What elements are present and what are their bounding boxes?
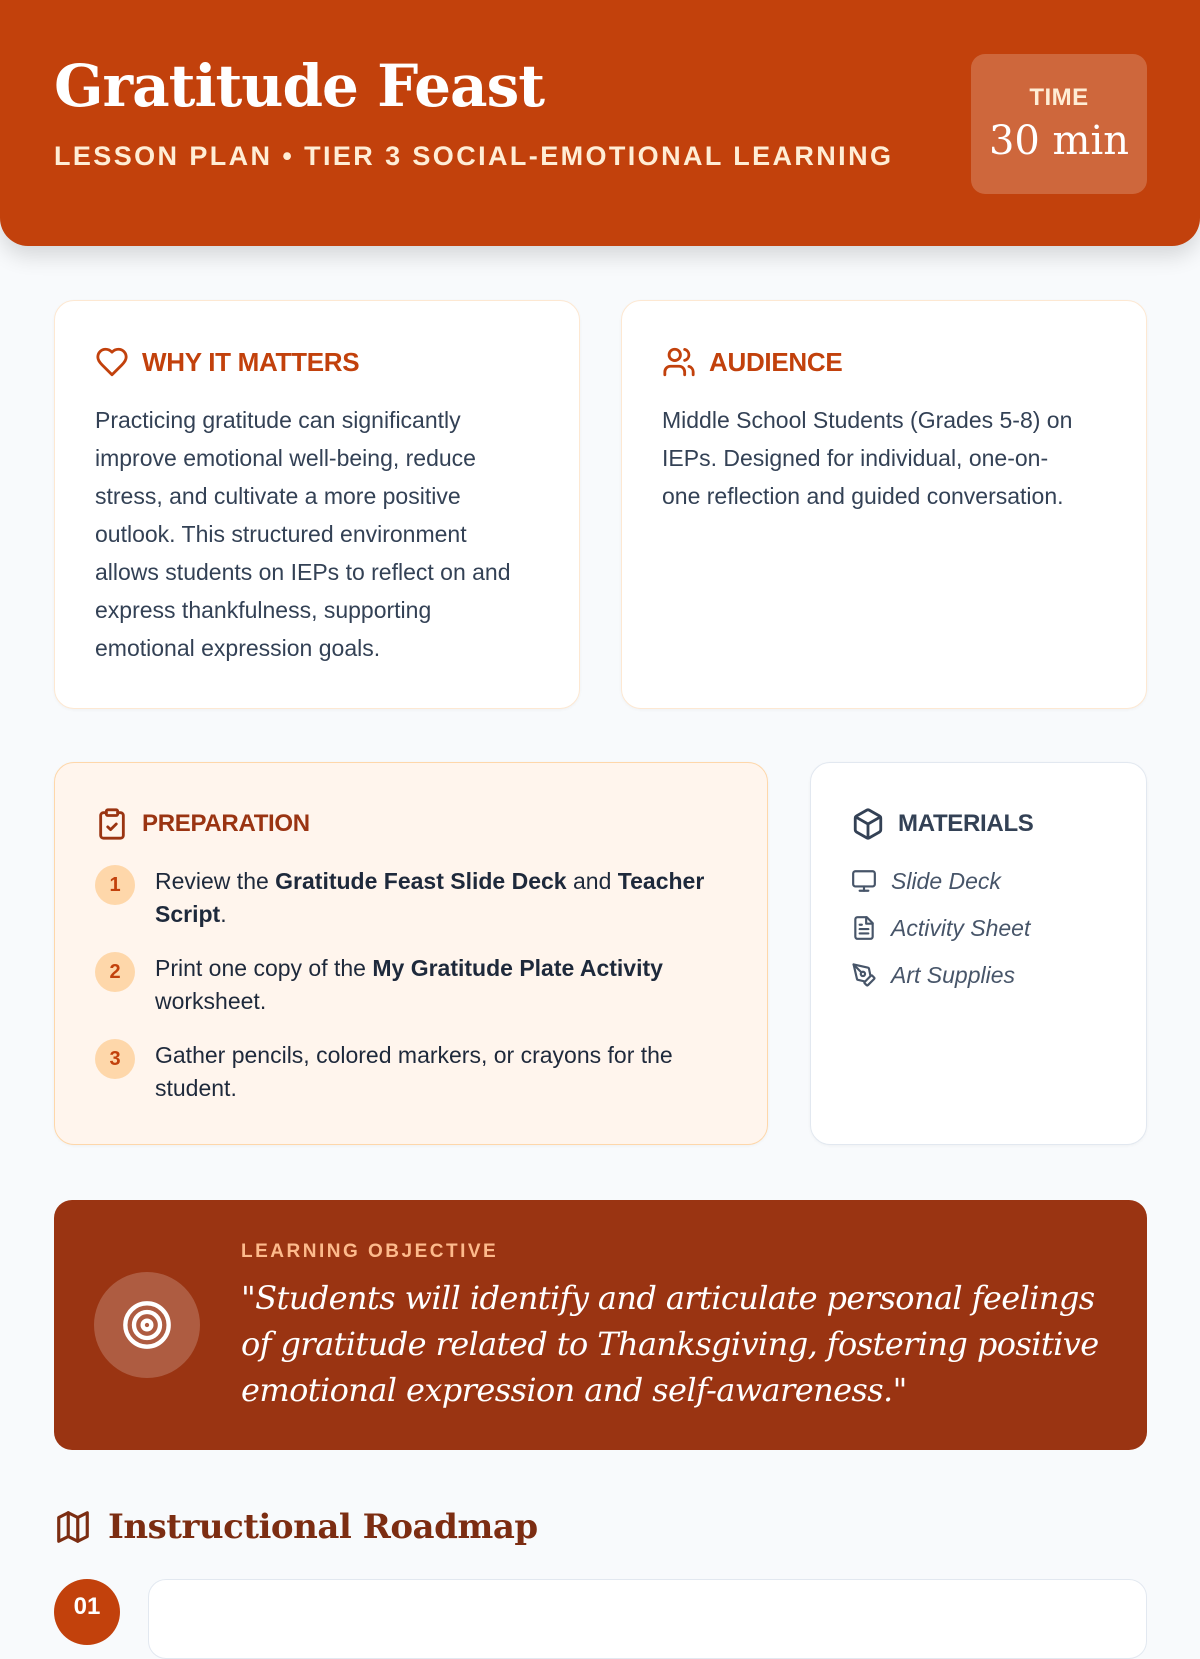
objective-quote: "Students will identify and articulate personal feelings of gratitude related to Thanksgiving, fostering positive emotional expression and self-awareness." (241, 1279, 1099, 1409)
page-title: Gratitude Feast (54, 52, 545, 120)
roadmap-step-number: 01 (54, 1579, 120, 1645)
audience-header (662, 345, 842, 379)
why-it-matters-header (95, 345, 359, 379)
roadmap-title: Instructional Roadmap (108, 1507, 538, 1547)
learning-objective-banner (54, 1200, 1147, 1450)
materials-card (810, 762, 1147, 1145)
why-it-matters-title: WHY IT MATTERS (142, 346, 360, 377)
lesson-header (0, 0, 1200, 246)
time-label: TIME (1029, 84, 1089, 111)
preparation-title: PREPARATION (142, 810, 310, 837)
materials-header (851, 807, 1034, 841)
heart-icon (95, 345, 129, 379)
step-number: 2 (95, 952, 135, 992)
document-icon (851, 915, 877, 941)
roadmap-header (54, 1505, 538, 1549)
step-number: 3 (95, 1039, 135, 1079)
prep-step (95, 1039, 715, 1105)
material-item (851, 960, 1015, 990)
preparation-card (54, 762, 768, 1145)
material-label: Activity Sheet (891, 914, 1031, 941)
monitor-icon (851, 868, 877, 894)
target-badge (94, 1272, 200, 1378)
roadmap-step-card (148, 1579, 1147, 1659)
time-value: 30 min (988, 118, 1130, 164)
step-number: 1 (95, 865, 135, 905)
material-item (851, 913, 1030, 943)
clipboard-check-icon (95, 807, 129, 841)
step-text: Gather pencils, colored markers, or crayons for the student. (155, 1042, 673, 1101)
step-text: Review the Gratitude Feast Slide Deck and Teacher Script. (155, 868, 705, 927)
users-icon (662, 345, 696, 379)
audience-title: AUDIENCE (709, 346, 843, 377)
time-badge (971, 54, 1147, 194)
objective-label: LEARNING OBJECTIVE (241, 1241, 499, 1262)
audience-card (621, 300, 1147, 709)
pen-tool-icon (851, 962, 877, 988)
material-item (851, 866, 1001, 896)
page-subtitle: LESSON PLAN • TIER 3 SOCIAL-EMOTIONAL LEARNING (54, 141, 894, 171)
target-icon (121, 1299, 173, 1351)
package-icon (851, 807, 885, 841)
materials-title: MATERIALS (898, 810, 1034, 837)
why-it-matters-text: Practicing gratitude can significantly improve emotional well-being, reduce stress, and cultivate a more positive outlook. This structured environment allows students on IEPs to reflect on and express thankfulness, supporting emotional expression goals. (95, 407, 511, 661)
material-label: Art Supplies (891, 961, 1016, 988)
preparation-header (95, 807, 310, 841)
prep-step (95, 952, 715, 1018)
map-icon (54, 1508, 92, 1546)
audience-text: Middle School Students (Grades 5-8) on IEPs. Designed for individual, one-on-one reflection and guided conversation. (662, 407, 1073, 509)
step-text: Print one copy of the My Gratitude Plate Activity worksheet. (155, 955, 663, 1014)
material-label: Slide Deck (891, 867, 1001, 894)
prep-step (95, 865, 715, 931)
why-it-matters-card (54, 300, 580, 709)
